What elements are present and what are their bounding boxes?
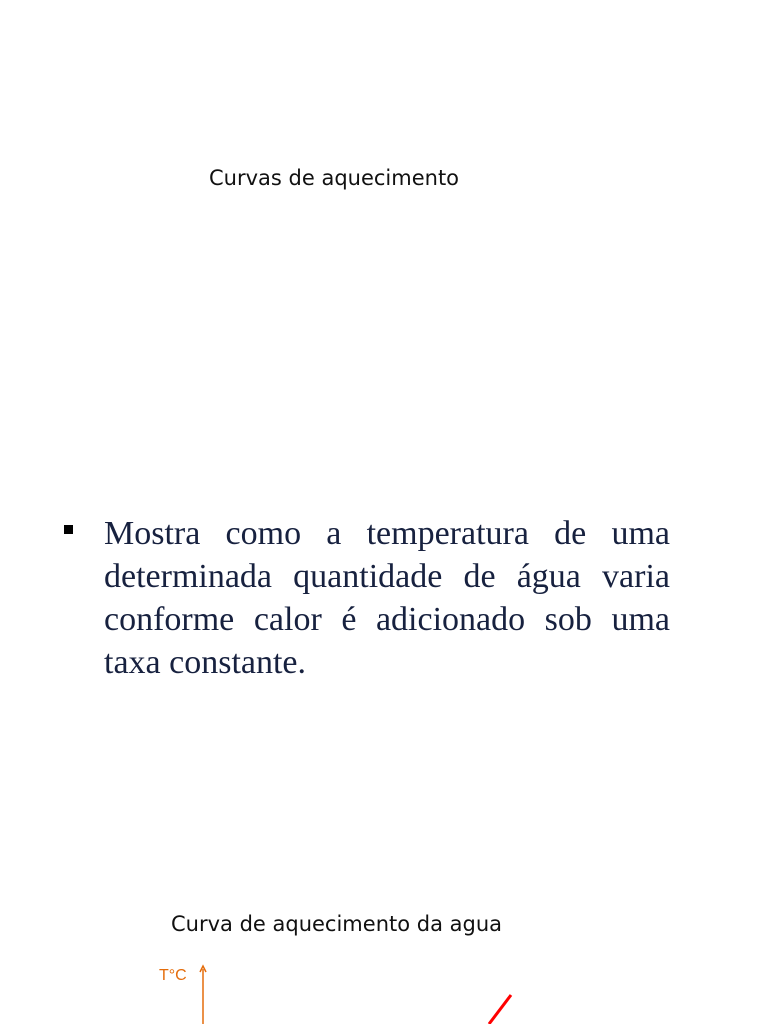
heating-curve-segment [489, 995, 511, 1024]
y-axis-arrow-icon [200, 966, 206, 972]
y-axis-label: T°C [159, 967, 187, 984]
slide-title: Curvas de aquecimento [209, 166, 460, 190]
bullet-text: Mostra como a temperatura de uma determinada quantidade de água varia conforme calor é adicionado sob uma taxa constante. [104, 515, 670, 681]
chart-title: Curva de aquecimento da agua [171, 912, 503, 936]
square-bullet-icon [64, 525, 73, 534]
